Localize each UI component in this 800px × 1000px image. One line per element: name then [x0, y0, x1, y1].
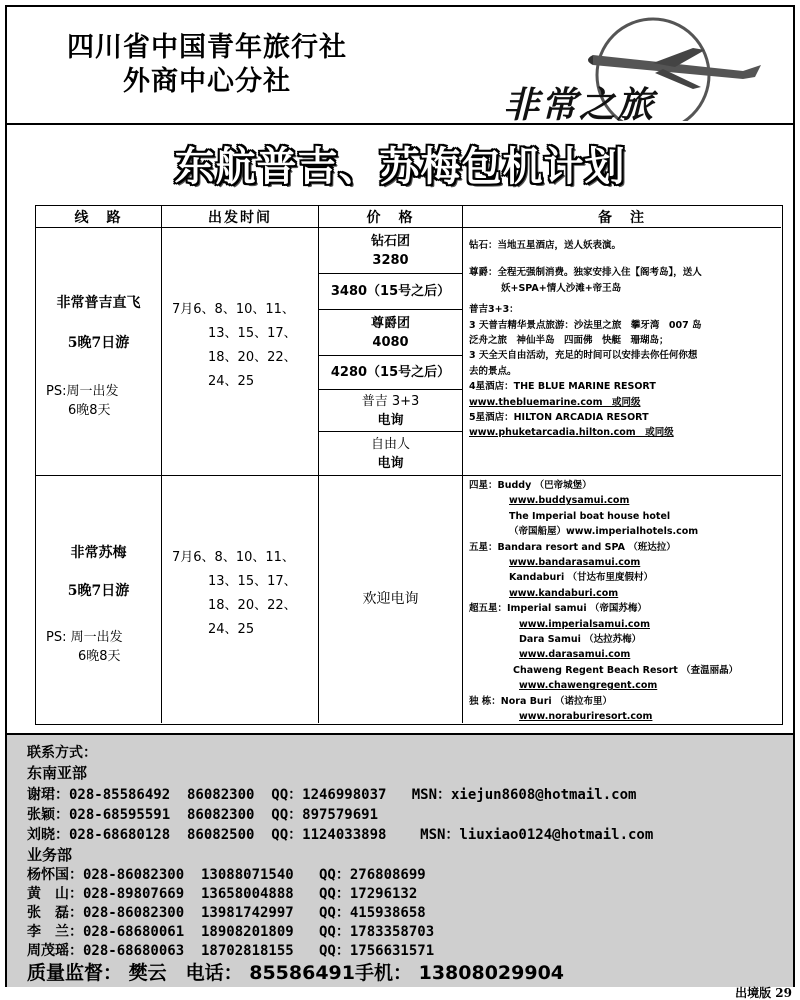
route-title: 非常普吉直飞 [56, 295, 141, 311]
note-line: 泛舟之旅 神仙半岛 四面佛 快艇 珊瑚岛； [469, 335, 669, 347]
date-list [172, 298, 297, 394]
contact-line: 张颖：028-68595591 86082300 QQ：897579691 [27, 807, 379, 823]
date-line: 13、15、17、 [208, 326, 297, 341]
route-ps [46, 382, 166, 420]
page-number: 出境版 29 [735, 986, 792, 1000]
hotel-link[interactable]: www.phuketarcadia.hilton.com 或同级 [469, 427, 674, 439]
banner-title: 东航普吉、苏梅包机计划 [174, 143, 626, 190]
quality-supervision: 质量监督： 樊云 电话： 85586491手机： 13808029904 [27, 962, 565, 984]
contact-line: 谢珺：028-85586492 86082300 QQ：1246998037 MSN：xiejun8608@hotmail.com [27, 787, 637, 803]
notes-phuket [463, 228, 781, 476]
itinerary-table [35, 205, 783, 725]
route-duration: 5晚7日游 [67, 335, 130, 351]
price-value: 4080 [372, 334, 409, 350]
date-line: 18、20、22、 [208, 598, 297, 613]
company-name [7, 31, 407, 99]
price-diamond [319, 228, 463, 274]
note-line: 5星酒店：HILTON ARCADIA RESORT [469, 412, 649, 424]
hotel-link[interactable]: www.darasamui.com [519, 649, 631, 661]
price-diamond-after15 [319, 274, 463, 310]
price-premium-after15 [319, 356, 463, 390]
logo [443, 13, 763, 126]
header [7, 7, 793, 125]
date-line: 13、15、17、 [208, 574, 297, 589]
route-duration: 5晚7日游 [67, 583, 130, 599]
dept-southeast-asia: 东南亚部 [27, 764, 88, 782]
company-line-2: 外商中心分社 [123, 66, 291, 97]
notes-list [469, 478, 775, 725]
route-samui [36, 476, 162, 723]
header-notes: 备 注 [463, 206, 781, 228]
date-list [172, 546, 297, 642]
route-ps-line: PS: 周一出发 [46, 630, 123, 645]
hotel-link[interactable]: www.buddysamui.com [509, 495, 630, 507]
dates-phuket [162, 228, 319, 476]
contact-label: 联系方式： [27, 745, 97, 761]
notes-samui [463, 476, 781, 723]
hotel-link[interactable]: www.noraburiresort.com [519, 711, 653, 723]
route-ps [46, 628, 166, 666]
route-ps-line: PS:周一出发 [46, 384, 119, 399]
note-line: 超五星：Imperial samui （帝国苏梅） [469, 603, 647, 615]
logo-text: 非常之旅 [503, 84, 656, 126]
price-phuket-3plus3 [319, 390, 463, 432]
date-line: 7月6、8、10、11、 [172, 550, 295, 565]
hotel-link[interactable]: www.thebluemarine.com 或同级 [469, 396, 641, 408]
route-title: 非常苏梅 [70, 545, 127, 561]
dates-samui [162, 476, 319, 723]
hotel-link[interactable]: www.chawengregent.com [519, 680, 658, 692]
page-frame [5, 5, 795, 987]
hotel-link[interactable]: www.kandaburi.com [509, 587, 619, 599]
route-phuket [36, 228, 162, 476]
note-line: 普吉3+3： [469, 304, 519, 316]
note-line: 3 天普吉精华景点旅游：沙法里之旅 攀牙湾 007 岛 [469, 319, 702, 331]
date-line: 18、20、22、 [208, 350, 297, 365]
hotel-link[interactable]: www.imperialsamui.com [519, 618, 650, 630]
note-line: 妖+SPA+情人沙滩+帝王岛 [501, 282, 622, 294]
hotel-link[interactable]: www.bandarasamui.com [509, 557, 641, 569]
contact-footer [7, 733, 793, 987]
note-line: 4星酒店：THE BLUE MARINE RESORT [469, 381, 656, 393]
header-departure: 出发时间 [162, 206, 319, 228]
price-value: 4280（15号之后） [330, 365, 451, 380]
note-line: 五星：Bandara resort and SPA （班达拉） [469, 541, 676, 553]
price-label: 自由人 [370, 436, 410, 452]
date-line: 24、25 [208, 374, 255, 389]
price-value: 电询 [377, 412, 404, 428]
banner [7, 135, 793, 199]
price-label: 尊爵团 [370, 315, 410, 331]
contact-line: 黄 山：028-89807669 13658004888 QQ：17296132 [27, 886, 418, 902]
price-free [319, 432, 463, 476]
route-ps-line: 6晚8天 [68, 403, 111, 418]
header-price: 价 格 [319, 206, 463, 228]
note-line: Kandaburi （甘达布里度假村） [509, 572, 654, 584]
date-line: 7月6、8、10、11、 [172, 302, 295, 317]
contact-line: 周茂瑶：028-68680063 18702818155 QQ：1756631571 [27, 943, 435, 959]
note-line: 尊爵：全程无强制消费。独家安排入住【阁考岛】，送人 [469, 267, 702, 279]
date-line: 24、25 [208, 622, 255, 637]
price-label: 普吉 3+3 [361, 393, 420, 409]
price-premium [319, 310, 463, 356]
notes-list [469, 238, 775, 441]
header-route: 线 路 [36, 206, 162, 228]
note-line: 去的景点。 [469, 365, 517, 377]
note-line: 钻石：当地五星酒店，送人妖表演。 [469, 240, 622, 251]
contact-line: 杨怀国：028-86082300 13088071540 QQ：276808699 [27, 867, 426, 883]
price-value: 电询 [377, 455, 404, 471]
note-line: Dara Samui （达拉苏梅） [519, 634, 642, 646]
note-line: Chaweng Regent Beach Resort （查温丽晶） [513, 664, 739, 676]
price-value: 3480（15号之后） [330, 284, 451, 299]
contact-line: 张 磊：028-86082300 13981742997 QQ：415938658 [27, 905, 426, 921]
note-line: 四星：Buddy （巴帝城堡） [469, 480, 592, 491]
price-value: 3280 [372, 252, 409, 268]
note-line: The Imperial boat house hotel [509, 510, 671, 522]
contact-line: 李 兰：028-68680061 18908201809 QQ：1783358703 [27, 924, 435, 940]
company-line-1: 四川省中国青年旅行社 [67, 32, 347, 63]
contact-line: 刘晓：028-68680128 86082500 QQ：1124033898 MSN：liuxiao0124@hotmail.com [27, 827, 654, 843]
route-ps-line: 6晚8天 [78, 649, 121, 664]
note-line: （帝国船屋）www.imperialhotels.com [509, 526, 699, 538]
price-samui: 欢迎电询 [319, 476, 463, 723]
price-label: 钻石团 [370, 233, 410, 249]
note-line: 独 栋：Nora Buri （诺拉布里） [469, 695, 612, 707]
note-line: 3 天全天自由活动，充足的时间可以安排去你任何你想 [469, 350, 698, 362]
dept-business: 业务部 [27, 846, 73, 864]
